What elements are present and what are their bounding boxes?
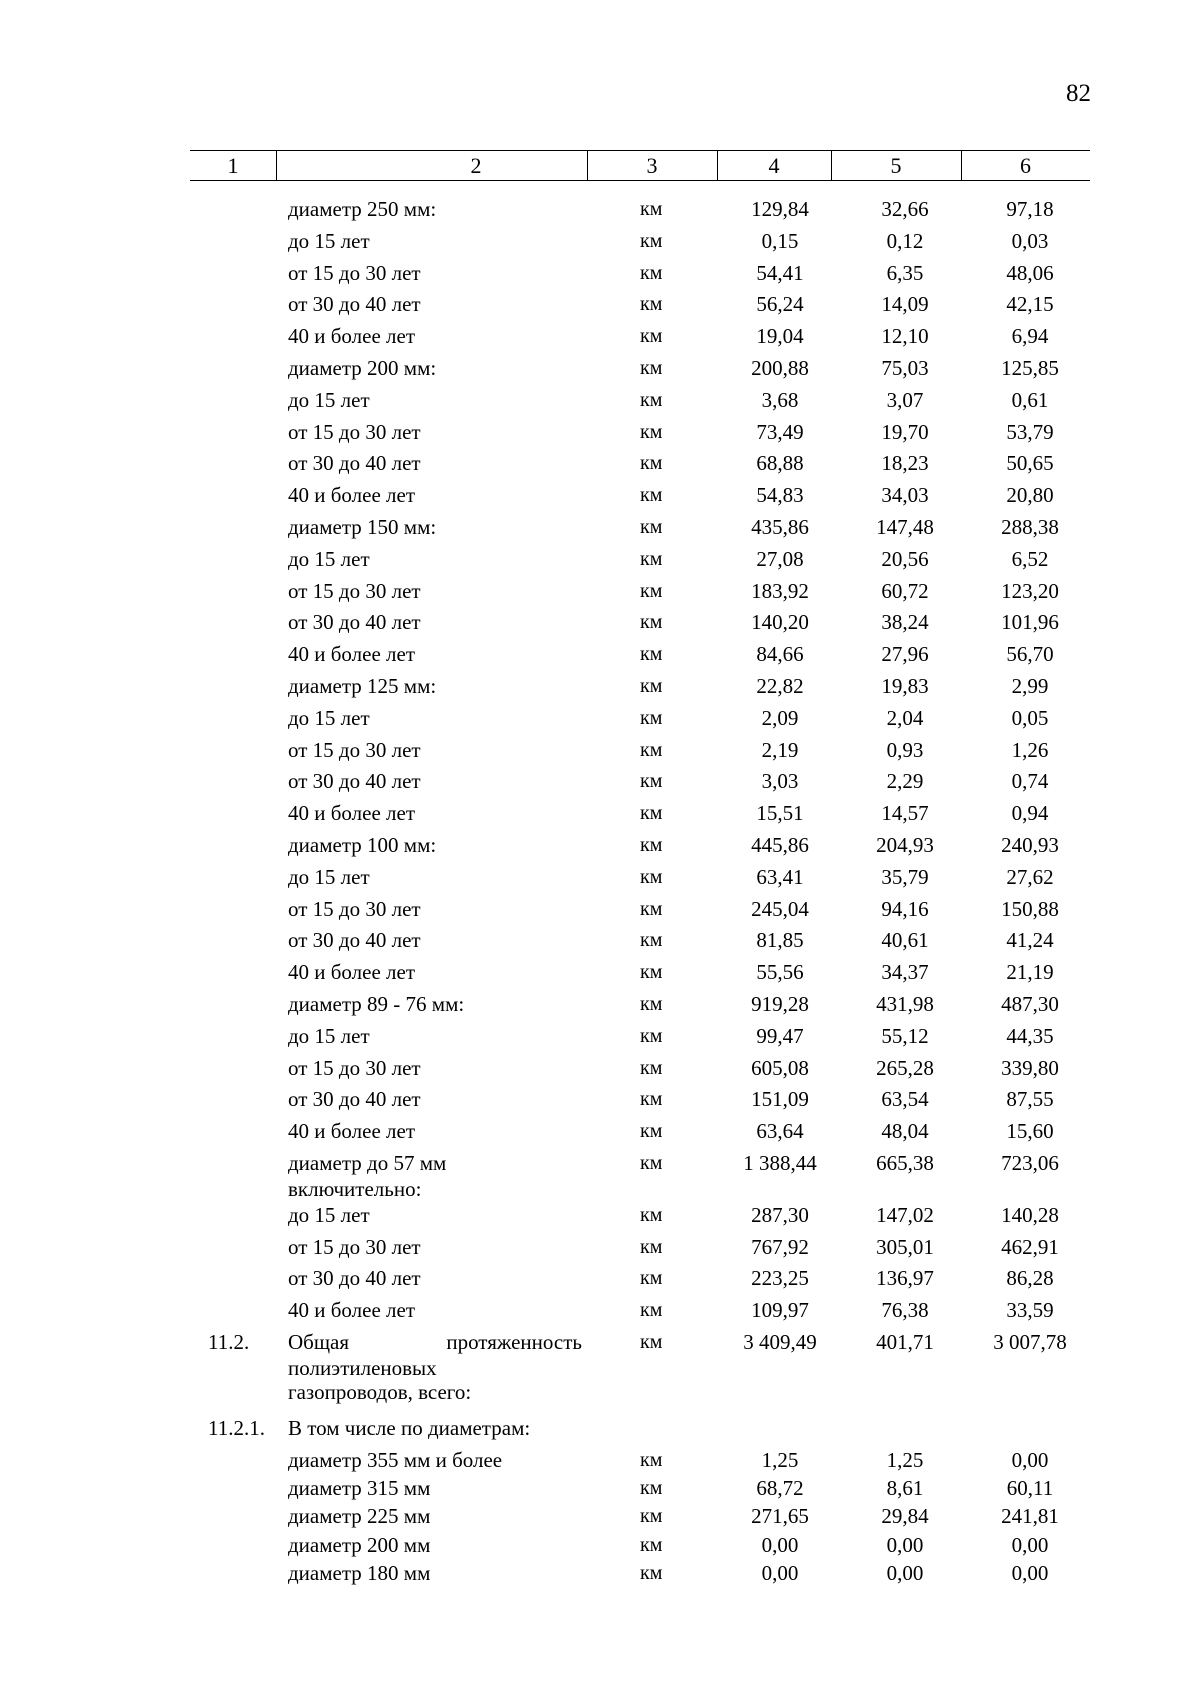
row-col-6: 15,60 [1006, 1119, 1054, 1144]
row-name [288, 227, 582, 255]
row-name [288, 736, 582, 764]
row-unit: км [640, 229, 663, 252]
row-col-4: 767,92 [751, 1234, 809, 1259]
row-col-4: 3 409,49 [743, 1330, 817, 1354]
row-name-line: диаметр 200 мм [288, 1532, 431, 1557]
row-name [288, 1296, 582, 1324]
row-name [288, 354, 582, 382]
row-col-6: 123,20 [1001, 578, 1059, 603]
row-col-6: 723,06 [1001, 1151, 1059, 1175]
row-col-6: 50,65 [1006, 451, 1054, 476]
row-name [288, 1149, 582, 1201]
row-unit: км [640, 1299, 663, 1322]
row-name-line: до 15 лет [288, 546, 370, 571]
row-col-5: 0,00 [886, 1560, 924, 1585]
row-col-5: 147,02 [876, 1202, 934, 1227]
row-name-line: от 30 до 40 лет [288, 292, 421, 317]
row-col-4: 15,51 [756, 801, 804, 826]
row-col-5: 60,72 [881, 578, 929, 603]
row-col-6: 0,61 [1011, 387, 1049, 412]
row-name [288, 545, 582, 573]
row-col-6: 3 007,78 [993, 1330, 1067, 1354]
row-col-4: 151,09 [751, 1087, 809, 1112]
row-col-5: 2,29 [886, 769, 924, 794]
row-unit: км [640, 1235, 663, 1258]
row-name-line: диаметр 89 - 76 мм: [288, 992, 465, 1016]
row-name [288, 1446, 582, 1474]
row-col-6: 6,94 [1011, 324, 1049, 349]
row-col-5: 204,93 [876, 833, 934, 857]
row-unit: км [640, 1505, 663, 1528]
row-col-6: 462,91 [1001, 1234, 1059, 1259]
row-col-6: 6,52 [1011, 546, 1049, 571]
row-col-5: 147,48 [876, 515, 934, 539]
row-col-5: 20,56 [881, 546, 929, 571]
row-col-6: 288,38 [1001, 515, 1059, 539]
table-header [190, 150, 1090, 181]
row-name-line: диаметр 355 мм и более [288, 1447, 503, 1472]
row-name-line: до 15 лет [288, 387, 370, 412]
row-col-4: 55,56 [756, 960, 804, 985]
row-unit: км [640, 1088, 663, 1111]
row-col-5: 40,61 [881, 928, 929, 953]
row-number: 11.2. [208, 1330, 250, 1354]
row-col-4: 140,20 [751, 610, 809, 635]
row-name-line: 40 и более лет [288, 642, 415, 667]
row-name [288, 1559, 582, 1587]
row-col-4: 287,30 [751, 1202, 809, 1227]
row-name-part: Общая [288, 1330, 350, 1354]
row-col-6: 0,00 [1011, 1560, 1049, 1585]
header-col-4: 4 [768, 153, 780, 178]
row-col-5: 63,54 [881, 1087, 929, 1112]
row-name-line: от 30 до 40 лет [288, 928, 421, 953]
row-col-5: 38,24 [881, 610, 929, 635]
row-name [288, 672, 582, 700]
row-name-line: 40 и более лет [288, 801, 415, 826]
row-name [288, 418, 582, 446]
row-col-4: 223,25 [751, 1266, 809, 1291]
row-unit: км [640, 1561, 663, 1584]
row-name-line: диаметр 180 мм [288, 1560, 431, 1585]
row-name-line: полиэтиленовых [288, 1356, 437, 1380]
row-name [288, 1201, 582, 1229]
row-col-5: 14,57 [881, 801, 929, 826]
row-unit: км [640, 198, 663, 220]
row-unit: км [640, 834, 663, 856]
row-name [288, 577, 582, 605]
row-name-part: протяженность [446, 1330, 582, 1354]
row-col-4: 109,97 [751, 1298, 809, 1323]
row-name [288, 1414, 582, 1442]
row-name-line: 40 и более лет [288, 1298, 415, 1323]
row-col-4: 435,86 [751, 515, 809, 539]
row-col-6: 41,24 [1006, 928, 1054, 953]
row-col-4: 1,25 [761, 1447, 799, 1472]
row-col-4: 81,85 [756, 928, 804, 953]
row-col-4: 0,00 [761, 1560, 799, 1585]
row-unit: км [640, 547, 663, 570]
row-col-6: 0,05 [1011, 705, 1049, 730]
row-name [288, 895, 582, 923]
row-col-6: 240,93 [1001, 833, 1059, 857]
row-col-6: 487,30 [1001, 992, 1059, 1016]
row-name [288, 449, 582, 477]
row-name [288, 1531, 582, 1559]
row-name [288, 1085, 582, 1113]
row-unit: км [640, 675, 663, 697]
row-col-5: 8,61 [886, 1475, 924, 1500]
row-name [288, 608, 582, 636]
row-name [288, 1054, 582, 1082]
row-col-5: 1,25 [886, 1447, 924, 1472]
row-col-4: 3,03 [761, 769, 799, 794]
row-name-line: диаметр 315 мм [288, 1475, 431, 1500]
row-col-5: 19,70 [881, 419, 929, 444]
row-col-6: 0,00 [1011, 1447, 1049, 1472]
row-col-6: 0,03 [1011, 228, 1049, 253]
row-col-4: 271,65 [751, 1504, 809, 1529]
row-col-5: 19,83 [881, 674, 929, 698]
row-name-line: от 30 до 40 лет [288, 451, 421, 476]
row-name-line: от 30 до 40 лет [288, 769, 421, 794]
row-col-5: 18,23 [881, 451, 929, 476]
row-col-5: 35,79 [881, 864, 929, 889]
row-col-5: 29,84 [881, 1504, 929, 1529]
row-unit: км [640, 611, 663, 634]
row-name-line: 40 и более лет [288, 324, 415, 349]
row-col-4: 605,08 [751, 1055, 809, 1080]
row-col-6: 86,28 [1006, 1266, 1054, 1291]
row-name-line: от 15 до 30 лет [288, 896, 421, 921]
row-number: 11.2.1. [208, 1415, 265, 1440]
row-name [288, 863, 582, 891]
row-name [288, 1117, 582, 1145]
row-col-5: 401,71 [876, 1330, 934, 1354]
row-name [288, 481, 582, 509]
row-unit: км [640, 484, 663, 507]
row-col-4: 1 388,44 [743, 1151, 817, 1175]
row-col-5: 0,93 [886, 737, 924, 762]
row-name [288, 704, 582, 732]
row-col-6: 101,96 [1001, 610, 1059, 635]
row-col-6: 2,99 [1011, 674, 1049, 698]
row-name-line: от 15 до 30 лет [288, 737, 421, 762]
row-col-5: 27,96 [881, 642, 929, 667]
row-col-4: 0,15 [761, 228, 799, 253]
row-unit: км [640, 929, 663, 952]
row-name [288, 767, 582, 795]
row-name [288, 799, 582, 827]
row-col-4: 27,08 [756, 546, 804, 571]
row-name [288, 1474, 582, 1502]
row-col-6: 53,79 [1006, 419, 1054, 444]
row-unit: км [640, 1267, 663, 1290]
row-col-5: 34,03 [881, 483, 929, 508]
row-name-line: диаметр 150 мм: [288, 515, 437, 539]
row-col-6: 125,85 [1001, 356, 1059, 380]
row-col-4: 2,09 [761, 705, 799, 730]
row-col-4: 3,68 [761, 387, 799, 412]
row-unit: км [640, 770, 663, 793]
row-col-4: 63,64 [756, 1119, 804, 1144]
header-col-3: 3 [646, 153, 658, 178]
row-name-line: от 30 до 40 лет [288, 1266, 421, 1291]
row-name-line: от 30 до 40 лет [288, 610, 421, 635]
row-col-5: 12,10 [881, 324, 929, 349]
row-name [288, 259, 582, 287]
row-col-6: 339,80 [1001, 1055, 1059, 1080]
row-unit: км [640, 452, 663, 475]
row-unit: км [640, 897, 663, 920]
row-col-5: 55,12 [881, 1023, 929, 1048]
row-col-5: 431,98 [876, 992, 934, 1016]
row-col-6: 140,28 [1001, 1202, 1059, 1227]
row-name-line: 40 и более лет [288, 483, 415, 508]
row-col-6: 44,35 [1006, 1023, 1054, 1048]
row-unit: км [640, 802, 663, 825]
row-name-line: диаметр 250 мм: [288, 197, 437, 221]
row-col-6: 48,06 [1006, 260, 1054, 285]
row-name-line: до 15 лет [288, 1023, 370, 1048]
row-name [288, 1233, 582, 1261]
row-name [288, 195, 582, 223]
row-col-6: 150,88 [1001, 896, 1059, 921]
row-unit: км [640, 388, 663, 411]
row-col-4: 73,49 [756, 419, 804, 444]
row-col-5: 136,97 [876, 1266, 934, 1291]
row-name-line: диаметр до 57 мм [288, 1151, 447, 1175]
row-col-4: 200,88 [751, 356, 809, 380]
row-col-4: 2,19 [761, 737, 799, 762]
row-col-4: 22,82 [756, 674, 804, 698]
row-col-6: 0,94 [1011, 801, 1049, 826]
row-col-5: 0,00 [886, 1532, 924, 1557]
row-col-4: 63,41 [756, 864, 804, 889]
row-col-4: 68,72 [756, 1475, 804, 1500]
row-col-4: 445,86 [751, 833, 809, 857]
row-col-4: 245,04 [751, 896, 809, 921]
row-name-line: включительно: [288, 1177, 422, 1201]
row-unit: км [640, 1203, 663, 1226]
row-name-line: от 15 до 30 лет [288, 578, 421, 603]
row-unit: км [640, 706, 663, 729]
row-name-line: до 15 лет [288, 1202, 370, 1227]
row-col-4: 129,84 [751, 197, 809, 221]
row-unit: км [640, 261, 663, 284]
row-col-5: 94,16 [881, 896, 929, 921]
row-unit: км [640, 993, 663, 1015]
row-col-6: 0,00 [1011, 1532, 1049, 1557]
row-col-4: 68,88 [756, 451, 804, 476]
row-col-4: 84,66 [756, 642, 804, 667]
row-unit: км [640, 1056, 663, 1079]
row-unit: км [640, 293, 663, 316]
header-col-1: 1 [227, 153, 239, 178]
row-unit: км [640, 1476, 663, 1499]
header-col-2: 2 [470, 153, 482, 178]
row-col-4: 99,47 [756, 1023, 804, 1048]
row-unit: км [640, 1533, 663, 1556]
row-name-line: 40 и более лет [288, 1119, 415, 1144]
row-col-4: 0,00 [761, 1532, 799, 1557]
row-name-line: газопроводов, всего: [288, 1380, 472, 1404]
row-name [288, 990, 582, 1018]
row-name [288, 640, 582, 668]
row-unit: км [640, 865, 663, 888]
row-col-5: 34,37 [881, 960, 929, 985]
row-col-4: 56,24 [756, 292, 804, 317]
row-col-5: 32,66 [881, 197, 929, 221]
row-name-line: диаметр 100 мм: [288, 833, 437, 857]
row-name [288, 513, 582, 541]
row-name-line: от 15 до 30 лет [288, 1234, 421, 1259]
row-col-5: 665,38 [876, 1151, 934, 1175]
row-unit: км [640, 1331, 663, 1353]
row-name [288, 831, 582, 859]
row-col-4: 54,41 [756, 260, 804, 285]
row-col-6: 1,26 [1011, 737, 1049, 762]
row-col-6: 241,81 [1001, 1504, 1059, 1529]
row-unit: км [640, 325, 663, 348]
row-unit: км [640, 579, 663, 602]
row-col-6: 33,59 [1006, 1298, 1054, 1323]
row-name [288, 926, 582, 954]
row-name-line: до 15 лет [288, 864, 370, 889]
row-col-5: 3,07 [886, 387, 924, 412]
row-name-line: от 15 до 30 лет [288, 260, 421, 285]
row-col-6: 56,70 [1006, 642, 1054, 667]
row-name [288, 290, 582, 318]
row-name-line: до 15 лет [288, 705, 370, 730]
row-unit: км [640, 643, 663, 666]
row-col-6: 20,80 [1006, 483, 1054, 508]
row-unit: км [640, 516, 663, 538]
row-col-6: 21,19 [1006, 960, 1054, 985]
row-name-line: от 15 до 30 лет [288, 1055, 421, 1080]
row-name-line: от 15 до 30 лет [288, 419, 421, 444]
row-name-line: В том числе по диаметрам: [288, 1415, 531, 1440]
row-col-4: 183,92 [751, 578, 809, 603]
row-col-6: 87,55 [1006, 1087, 1054, 1112]
row-col-5: 305,01 [876, 1234, 934, 1259]
row-unit: км [640, 420, 663, 443]
row-col-4: 919,28 [751, 992, 809, 1016]
page-number: 82 [1066, 80, 1091, 107]
row-unit: км [640, 961, 663, 984]
row-unit: км [640, 1120, 663, 1143]
row-name [288, 1022, 582, 1050]
row-unit: км [640, 1448, 663, 1471]
row-col-5: 6,35 [886, 260, 924, 285]
row-col-5: 14,09 [881, 292, 929, 317]
row-name [288, 958, 582, 986]
row-col-4: 54,83 [756, 483, 804, 508]
row-unit: км [640, 357, 663, 379]
row-col-5: 48,04 [881, 1119, 929, 1144]
row-unit: км [640, 1152, 663, 1174]
row-name [288, 1328, 582, 1404]
row-col-5: 2,04 [886, 705, 924, 730]
row-unit: км [640, 738, 663, 761]
row-name [288, 386, 582, 414]
row-col-6: 60,11 [1006, 1475, 1054, 1500]
row-unit: км [640, 1024, 663, 1047]
row-col-6: 97,18 [1006, 197, 1054, 221]
row-col-5: 0,12 [886, 228, 924, 253]
row-col-5: 76,38 [881, 1298, 929, 1323]
row-name-line: от 30 до 40 лет [288, 1087, 421, 1112]
row-name [288, 322, 582, 350]
row-name [288, 1264, 582, 1292]
row-name-line: 40 и более лет [288, 960, 415, 985]
row-name [288, 1502, 582, 1530]
row-name-line: диаметр 200 мм: [288, 356, 437, 380]
row-name-line: диаметр 125 мм: [288, 674, 437, 698]
row-name-line: диаметр 225 мм [288, 1504, 431, 1529]
row-name-line: до 15 лет [288, 228, 370, 253]
row-col-6: 42,15 [1006, 292, 1054, 317]
row-col-5: 75,03 [881, 356, 929, 380]
row-col-5: 265,28 [876, 1055, 934, 1080]
header-col-5: 5 [890, 153, 902, 178]
row-col-6: 0,74 [1011, 769, 1049, 794]
row-col-6: 27,62 [1006, 864, 1054, 889]
header-col-6: 6 [1020, 153, 1031, 178]
row-col-4: 19,04 [756, 324, 804, 349]
